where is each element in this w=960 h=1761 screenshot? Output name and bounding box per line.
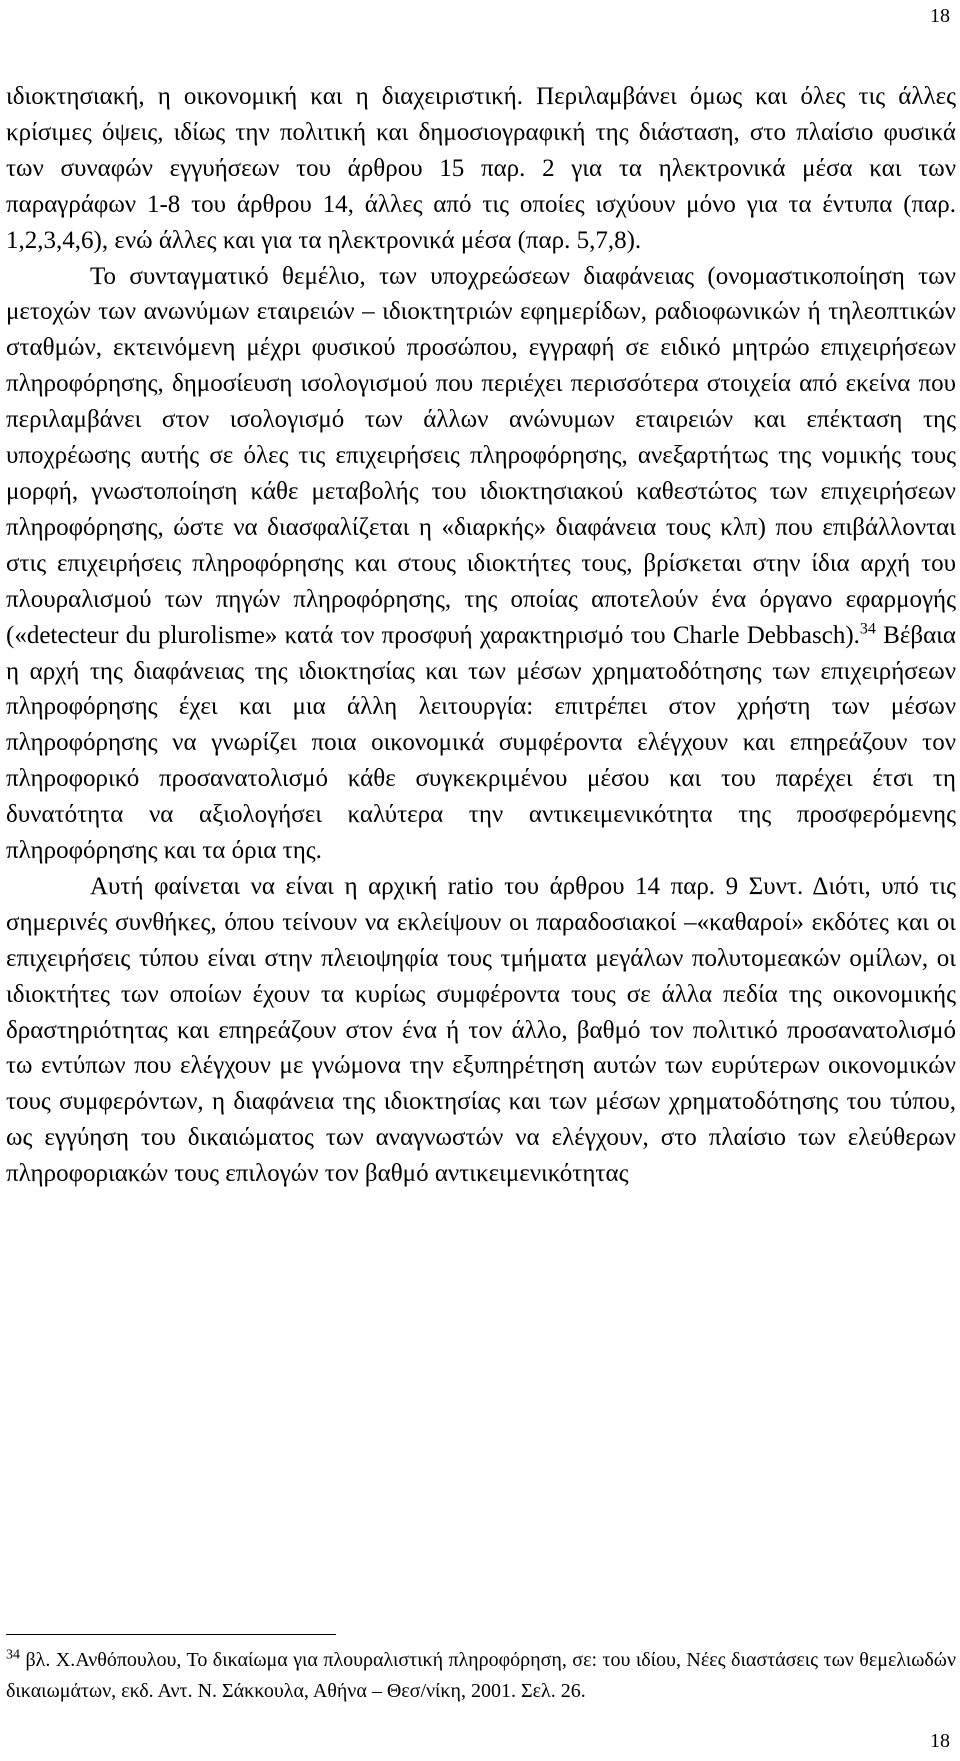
footnote-text: βλ. Χ.Ανθόπουλου, Το δικαίωμα για πλουραλιστική πληροφόρηση, σε: του ιδίου, Νέες διαστάσεις των θεμελιωδών δικαιωμάτων, εκδ. Αντ. Ν. Σάκκουλα, Αθήνα – Θεσ/νίκη, 2001. Σελ. 26. xyxy=(6,1649,956,1702)
paragraph-2 xyxy=(6,259,956,869)
footnotes xyxy=(6,1645,956,1707)
body-text xyxy=(6,79,956,1192)
paragraph-2-text-b: Βέβαια η αρχή της διαφάνειας της ιδιοκτησίας και των μέσων χρηματοδότησης των επιχειρήσεων πληροφόρησης έχει και μια άλλη λειτουργία: επιτρέπει στον χρήστη των μέσων πληροφόρησης να γνωρίζει ποια οικονομικά συμφέροντα ελέγχουν και επηρεάζουν τον πληροφορικό προσανατολισμό κάθε συγκεκριμένου μέσου και του παρέχει έτσι τη δυνατότητα να αξιολογήσει καλύτερα την αντικειμενικότητα της προσφερόμενης πληροφόρησης και τα όρια της. xyxy=(6,621,956,865)
footnote-number: 34 xyxy=(6,1647,20,1663)
footnote-34 xyxy=(6,1645,956,1707)
page-number-top: 18 xyxy=(930,5,950,27)
paragraph-2-text-a: Το συνταγματικό θεμέλιο, των υποχρεώσεων διαφάνειας (ονομαστικοποίηση των μετοχών των ανωνύμων εταιρειών – ιδιοκτητριών εφημερίδων, ραδιοφωνικών ή τηλεοπτικών σταθμών, εκτεινόμενη μέχρι φυσικού προσώπου, εγγραφή σε ειδικό μητρώο επιχειρήσεων πληροφόρησης, δημοσίευση ισολογισμού που περιέχει περισσότερα στοιχεία από εκείνα που περιλαμβάνει στον ισολογισμό των άλλων ανώνυμων εταιρειών και επέκταση της υποχρέωσης αυτής σε όλες τις επιχειρήσεις πληροφόρησης, ανεξαρτήτως της νομικής τους μορφή, γνωστοποίηση κάθε μεταβολής του ιδιοκτησιακού καθεστώτος των επιχειρήσεων πληροφόρησης, ώστε να διασφαλίζεται η «διαρκής» διαφάνεια τους κλπ) που επιβάλλονται στις επιχειρήσεις πληροφόρησης και στους ιδιοκτήτες τους, βρίσκεται στην ίδια αρχή του πλουραλισμού των πηγών πληροφόρησης, της οποίας αποτελούν ένα όργανο εφαρμογής («detecteur du plurolisme» κατά τον προσφυή χαρακτηρισμό του Charle Debbasch). xyxy=(6,262,956,649)
page-number-bottom: 18 xyxy=(930,1730,950,1752)
paragraph-1: ιδιοκτησιακή, η οικονομική και η διαχειριστική. Περιλαμβάνει όμως και όλες τις άλλες κρίσιμες όψεις, ιδίως την πολιτική και δημοσιογραφική της διάσταση, στο πλαίσιο φυσικά των συναφών εγγυήσεων του άρθρου 15 παρ. 2 για τα ηλεκτρονικά μέσα και των παραγράφων 1-8 του άρθρου 14, άλλες από τις οποίες ισχύουν μόνο για τα έντυπα (παρ. 1,2,3,4,6), ενώ άλλες και για τα ηλεκτρονικά μέσα (παρ. 5,7,8). xyxy=(6,83,956,254)
footnote-reference-34[interactable]: 34 xyxy=(859,620,876,638)
footnote-separator xyxy=(6,1634,336,1635)
paragraph-3: Αυτή φαίνεται να είναι η αρχική ratio του άρθρου 14 παρ. 9 Συντ. Διότι, υπό τις σημερινές συνθήκες, όπου τείνουν να εκλείψουν οι παραδοσιακοί –«καθαροί» εκδότες και οι επιχειρήσεις τύπου είναι στην πλειοψηφία τους τμήματα μεγάλων πολυτομεακών ομίλων, οι ιδιοκτήτες των οποίων έχουν τα κυρίως συμφέροντα τους σε άλλα πεδία της οικονομικής δραστηριότητας και επηρεάζουν στον ένα ή τον άλλο, βαθμό τον πολιτικό προσανατολισμό τω εντύπων που ελέγχουν με γνώμονα την εξυπηρέτηση αυτών των ευρύτερων οικονομικών τους συμφερόντων, η διαφάνεια της ιδιοκτησίας και των μέσων χρηματοδότησης του τύπου, ως εγγύηση του δικαιώματος των αναγνωστών να ελέγχουν, στο πλαίσιο των ελεύθερων πληροφοριακών τους επιλογών τον βαθμό αντικειμενικότητας xyxy=(6,872,956,1188)
